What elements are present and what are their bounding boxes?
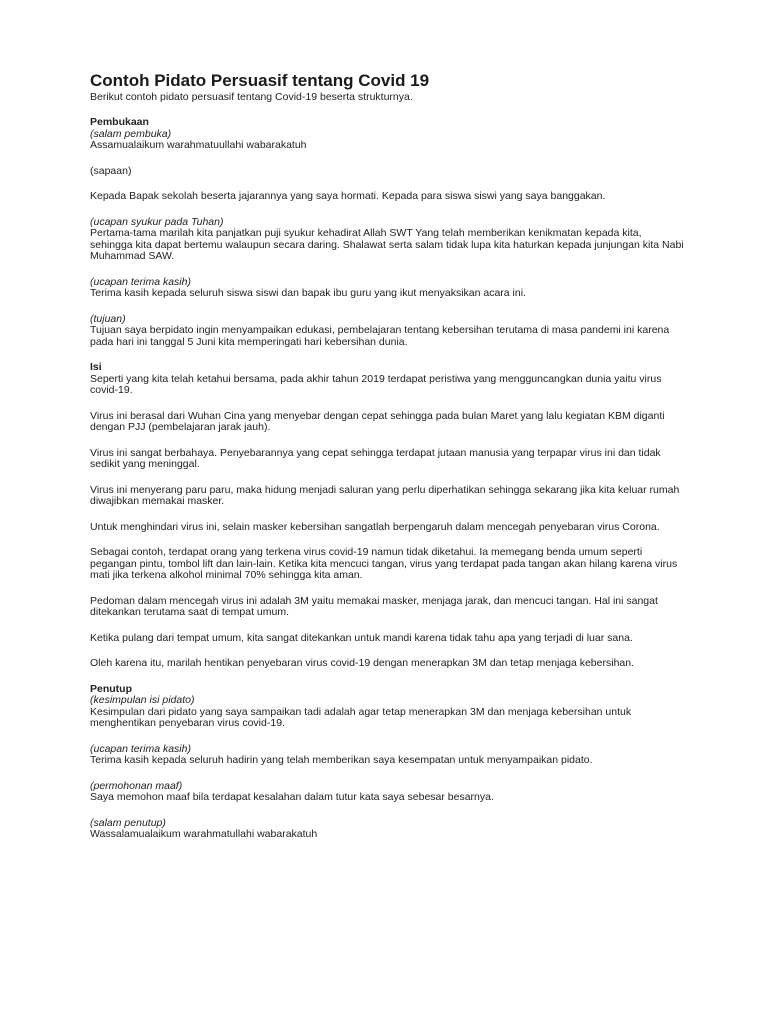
section-content <box>90 362 686 397</box>
section-address <box>90 191 686 203</box>
paragraph: Seperti yang kita telah ketahui bersama, pada akhir tahun 2019 terdapat peristiwa yang mengguncangkan dunia yaitu virus covid-19. <box>90 372 662 396</box>
paragraph: Virus ini menyerang paru paru, maka hidung menjadi saluran yang perlu diperhatikan sehingga sekarang jika kita keluar rumah diwajibkan memakai masker. <box>90 483 680 507</box>
structure-note: (ucapan terima kasih) <box>90 275 191 288</box>
structure-note: (tujuan) <box>90 312 126 325</box>
section-heading: Penutup <box>90 682 132 695</box>
paragraph: Assamualaikum warahmatuullahi wabarakatuh <box>90 139 307 151</box>
section-heading: Isi <box>90 361 102 373</box>
content-paragraph <box>90 411 686 434</box>
paragraph: Saya memohon maaf bila terdapat kesalahan dalam tutur kata saya sebesar besarnya. <box>90 791 494 803</box>
document-page <box>90 70 686 855</box>
paragraph: Virus ini sangat berbahaya. Penyebarannya yang cepat sehingga terdapat jutaan manusia yang terpapar virus ini dan tidak sedikit yang meninggal. <box>90 446 661 470</box>
section-closing <box>90 684 686 730</box>
section-opening <box>90 117 686 152</box>
paragraph: Wassalamualaikum warahmatullahi wabarakatuh <box>90 828 318 840</box>
paragraph: Terima kasih kepada seluruh siswa siswi dan bapak ibu guru yang ikut menyaksikan acara ini. <box>90 287 526 299</box>
paragraph: Ketika pulang dari tempat umum, kita sangat ditekankan untuk mandi karena tidak tahu apa yang terjadi di luar sana. <box>90 631 633 644</box>
structure-note: (ucapan terima kasih) <box>90 742 191 755</box>
paragraph: Kesimpulan dari pidato yang saya sampaikan tadi adalah agar tetap menerapkan 3M dan menjaga kebersihan untuk menghentikan penyebaran virus covid-19. <box>90 705 632 729</box>
paragraph: Untuk menghindari virus ini, selain masker kebersihan sangatlah berpengaruh dalam mencegah penyebaran virus Corona. <box>90 520 660 533</box>
paragraph: Pedoman dalam mencegah virus ini adalah 3M yaitu memakai masker, menjaga jarak, dan mencuci tangan. Hal ini sangat ditekankan terutama saat di tempat umum. <box>90 594 658 618</box>
content-paragraph <box>90 633 686 645</box>
section-thanks <box>90 277 686 300</box>
section-purpose <box>90 314 686 349</box>
structure-note: (salam pembuka) <box>90 127 172 140</box>
paragraph: (sapaan) <box>90 164 132 177</box>
content-paragraph <box>90 485 686 508</box>
content-paragraph <box>90 596 686 619</box>
structure-note: (salam penutup) <box>90 816 166 829</box>
section-closing-thanks <box>90 744 686 767</box>
content-paragraph <box>90 547 686 582</box>
content-paragraph <box>90 448 686 471</box>
section-heading: Pembukaan <box>90 116 149 128</box>
page-subtitle: Berikut contoh pidato persuasif tentang Covid-19 beserta strukturnya. <box>90 91 413 103</box>
structure-note: (kesimpulan isi pidato) <box>90 694 195 706</box>
paragraph: Kepada Bapak sekolah beserta jajarannya yang saya hormati. Kepada para siswa siswi yang saya banggakan. <box>90 190 606 202</box>
paragraph: Pertama-tama marilah kita panjatkan puji syukur kehadirat Allah SWT Yang telah memberikan kenikmatan kepada kita, sehingga kita dapat bertemu walaupun secara daring. Shalawat serta salam tidak lupa kita haturkan kepada junjungan kita Nabi Muhammad SAW. <box>90 227 684 262</box>
paragraph: Sebagai contoh, terdapat orang yang terkena virus covid-19 namun tidak diketahui. Ia memegang benda umum seperti pegangan pintu, tombol lift dan lain-lain. Ketika kita mencuci tangan, virus yang terdapat pada tangan akan hilang karena virus mati jika terkena alkohol minimal 70% sehingga kita aman. <box>90 546 678 581</box>
page-title: Contoh Pidato Persuasif tentang Covid 19 <box>90 71 430 90</box>
paragraph: Tujuan saya berpidato ingin menyampaikan edukasi, pembelajaran tentang kebersihan terutama di masa pandemi ini karena pada hari ini tanggal 5 Juni kita memperingati hari kebersihan dunia. <box>90 324 670 348</box>
content-paragraph <box>90 658 686 670</box>
structure-note: (ucapan syukur pada Tuhan) <box>90 215 224 228</box>
paragraph: Oleh karena itu, marilah hentikan penyebaran virus covid-19 dengan menerapkan 3M dan tetap menjaga kebersihan. <box>90 657 635 669</box>
content-paragraph <box>90 522 686 534</box>
section-greeting <box>90 166 686 178</box>
structure-note: (permohonan maaf) <box>90 779 183 792</box>
paragraph: Virus ini berasal dari Wuhan Cina yang menyebar dengan cepat sehingga pada bulan Maret yang lalu kegiatan KBM diganti dengan PJJ (pembelajaran jarak jauh). <box>90 409 665 433</box>
section-gratitude-god <box>90 217 686 263</box>
section-apology <box>90 781 686 804</box>
section-farewell <box>90 818 686 841</box>
paragraph: Terima kasih kepada seluruh hadirin yang telah memberikan saya kesempatan untuk menyampaikan pidato. <box>90 754 593 766</box>
